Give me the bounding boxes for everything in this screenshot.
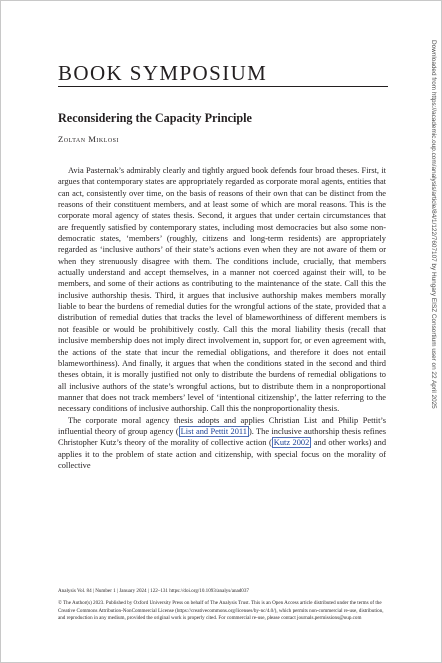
download-sidebar	[427, 40, 437, 630]
page-footer	[58, 588, 388, 622]
paragraph-2-text-c: and other works) and applies it to the problem of state action and citizenship, with special focus on the morality of collective	[58, 438, 387, 470]
citation-list-pettit-link[interactable]: List and Pettit 2011	[180, 426, 247, 436]
journal-info: Analysis Vol. 84 | Number 1 | January 2024 | 122–131 https://doi.org/10.1093/analys/anad037	[58, 588, 249, 594]
paragraph-2-text-b: ). The inclusive authorship thesis refines Christopher Kutz’s theory of the morality of collective action (	[58, 426, 386, 448]
license-text: © The Author(s) 2023. Published by Oxford University Press on behalf of The Analysis Trust. This is an Open Access article distributed under the terms of the Creative Commons Attribution-NonCommercial License (https://creativecommons.org/licenses/by-nc/4.0/), which permits non-commercial re-use, distribution, and reproduction in any medium, provided the original work is properly cited. For commercial re-use, please contact journals.permissions@oup.com	[58, 600, 384, 621]
paragraph-1-text: Avia Pasternak’s admirably clearly and tightly argued book defends four broad theses. First, it argues that contemporary states are appropriately regarded as corporate moral agents, entities that can act, consistently over time, on the basis of reasons of their own that can be distinct from the reasons of their constituent members, and at least some of which are moral reasons. This is the corporate moral agency of states thesis. Second, it argues that under certain circumstances that are frequently satisfied by contemporary states, including most democracies but also some non-democratic states, ‘members’ (roughly, citizens and long-term residents) are appropriately regarded as ‘inclusive authors’ of their state’s actions even when they are not aware of them or when they strenuously disagree with them. The conditions include, crucially, that members actually understand and accept themselves, in a manner not coerced against their will, to be members, and some of their actions as contributing to the maintenance of the state. Call this the inclusive authorship thesis. Third, it argues that inclusive authorship makes members morally liable to bear the burdens of remedial duties for the wrongful actions of the state, provided that a distribution of remedial duties that tracks the level of blameworthiness of different members is not feasible or would be prohibitively costly. Call this the moral liability thesis (recall that inclusive membership does not imply direct involvement in, support for, or even agreement with, the actions of the state that incur the remedial obligations, and therefore it does not entail blameworthiness). And finally, it argues that when the conditions stated in the second and third theses obtain, it is morally justified not only to distribute the burdens of remedial obligations to all inclusive authors of the state’s wrongful actions, but to distribute them in a nonproportional manner that does not track members’ level of ‘intentional citizenship’, the latter referring to the necessary conditions of inclusive authorship. Call this the nonproportionality thesis.	[58, 166, 386, 414]
article-body	[58, 165, 386, 471]
paragraph-2-text-a: The corporate moral agency thesis adopts and applies Christian List and Philip Pettit’s influential theory of group agency (	[58, 415, 386, 436]
citation-kutz-link[interactable]: Kutz 2002	[273, 438, 310, 448]
paragraph-2	[58, 415, 386, 472]
section-heading: BOOK SYMPOSIUM	[58, 61, 268, 85]
heading-rule	[58, 86, 388, 87]
download-notice: Downloaded from https://academic.oup.com/analysis/article/84/1/122/7607107 by Hungary EISZ Consortium user on 22 April 2025	[430, 40, 437, 409]
paragraph-1	[58, 165, 386, 415]
article-title: Reconsidering the Capacity Principle	[58, 111, 252, 125]
author-name: Zoltan Miklosi	[58, 134, 120, 144]
